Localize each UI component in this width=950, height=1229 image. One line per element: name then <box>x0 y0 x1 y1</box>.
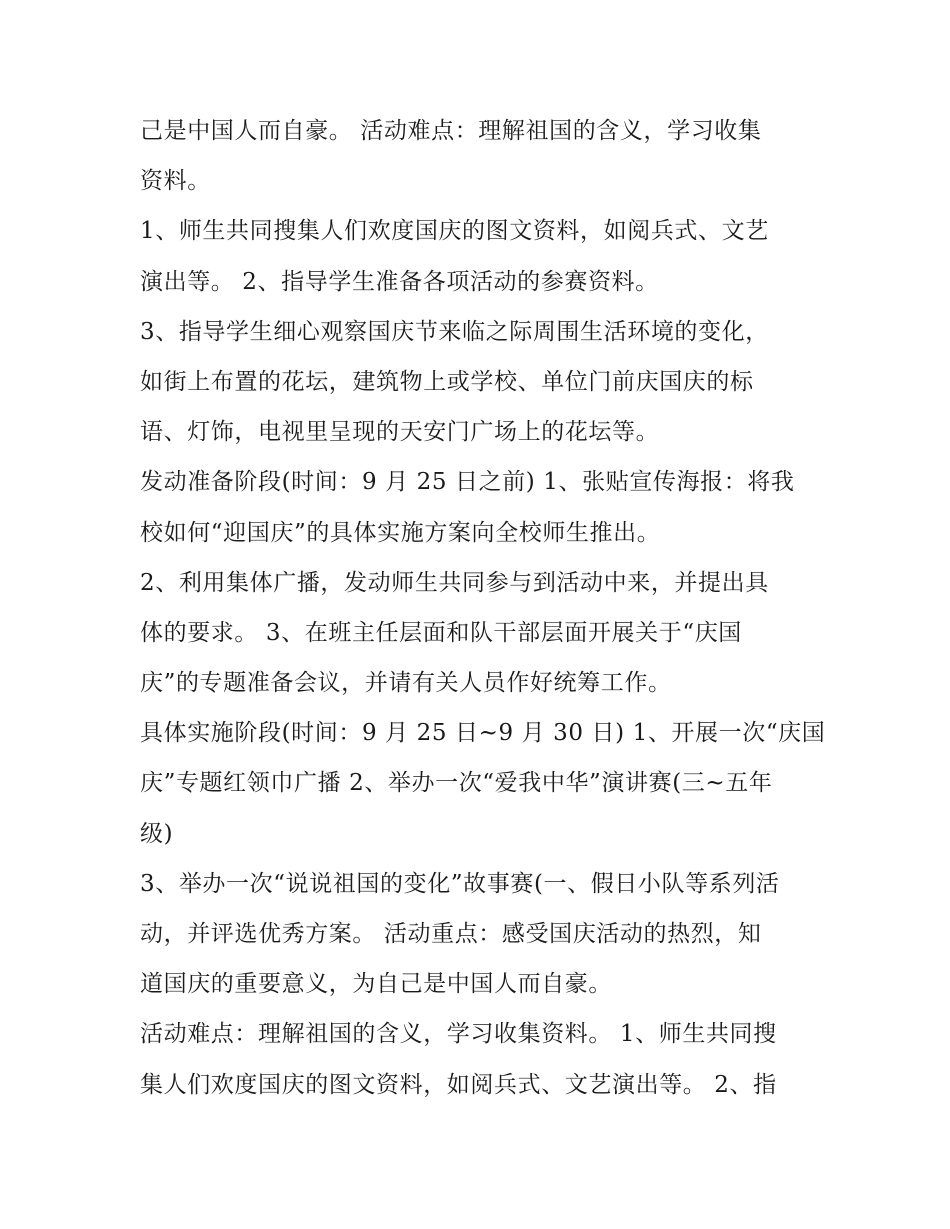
text-line: 动，并评选优秀方案。 活动重点：感受国庆活动的热烈，知 <box>140 921 762 947</box>
text-line: 语、灯饰，电视里呈现的天安门广场上的花坛等。 <box>140 419 660 446</box>
text-line: 活动难点：理解祖国的含义，学习收集资料。 1、师生共同搜 <box>140 1021 777 1048</box>
text-line: 道国庆的重要意义，为自己是中国人而自豪。 <box>140 971 612 998</box>
text-line: 3、指导学生细心观察国庆节来临之际周围生活环境的变化， <box>140 318 769 345</box>
text-line: 2、利用集体广播，发动师生共同参与到活动中来，并提出具 <box>140 569 769 596</box>
text-line: 如街上布置的花坛，建筑物上或学校、单位门前庆国庆的标 <box>140 368 754 395</box>
text-line: 体的要求。 3、在班主任层面和队干部层面开展关于“庆国 <box>140 619 742 646</box>
text-line: 级) <box>140 820 174 847</box>
text-line: 发动准备阶段(时间：9 月 25 日之前) 1、张贴宣传海报：将我 <box>140 469 795 496</box>
text-line: 资料。 <box>140 168 211 195</box>
text-line: 演出等。 2、指导学生准备各项活动的参赛资料。 <box>140 268 659 295</box>
document-body <box>140 106 826 1110</box>
text-line: 3、举办一次“说说祖国的变化”故事赛(一、假日小队等系列活 <box>140 870 780 897</box>
text-line: 庆”的专题准备会议，并请有关人员作好统筹工作。 <box>140 670 672 697</box>
text-line: 校如何“迎国庆”的具体实施方案向全校师生推出。 <box>140 519 661 546</box>
text-line: 庆”专题红领巾广播 2、举办一次“爱我中华”演讲赛(三~五年 <box>140 770 773 797</box>
text-line: 集人们欢度国庆的图文资料，如阅兵式、文艺演出等。 2、指 <box>140 1071 777 1098</box>
text-line: 1、师生共同搜集人们欢度国庆的图文资料，如阅兵式、文艺 <box>140 218 769 245</box>
text-line: 己是中国人而自豪。 活动难点：理解祖国的含义，学习收集 <box>140 118 762 144</box>
text-line: 具体实施阶段(时间：9 月 25 日~9 月 30 日) 1、开展一次“庆国 <box>140 720 826 747</box>
